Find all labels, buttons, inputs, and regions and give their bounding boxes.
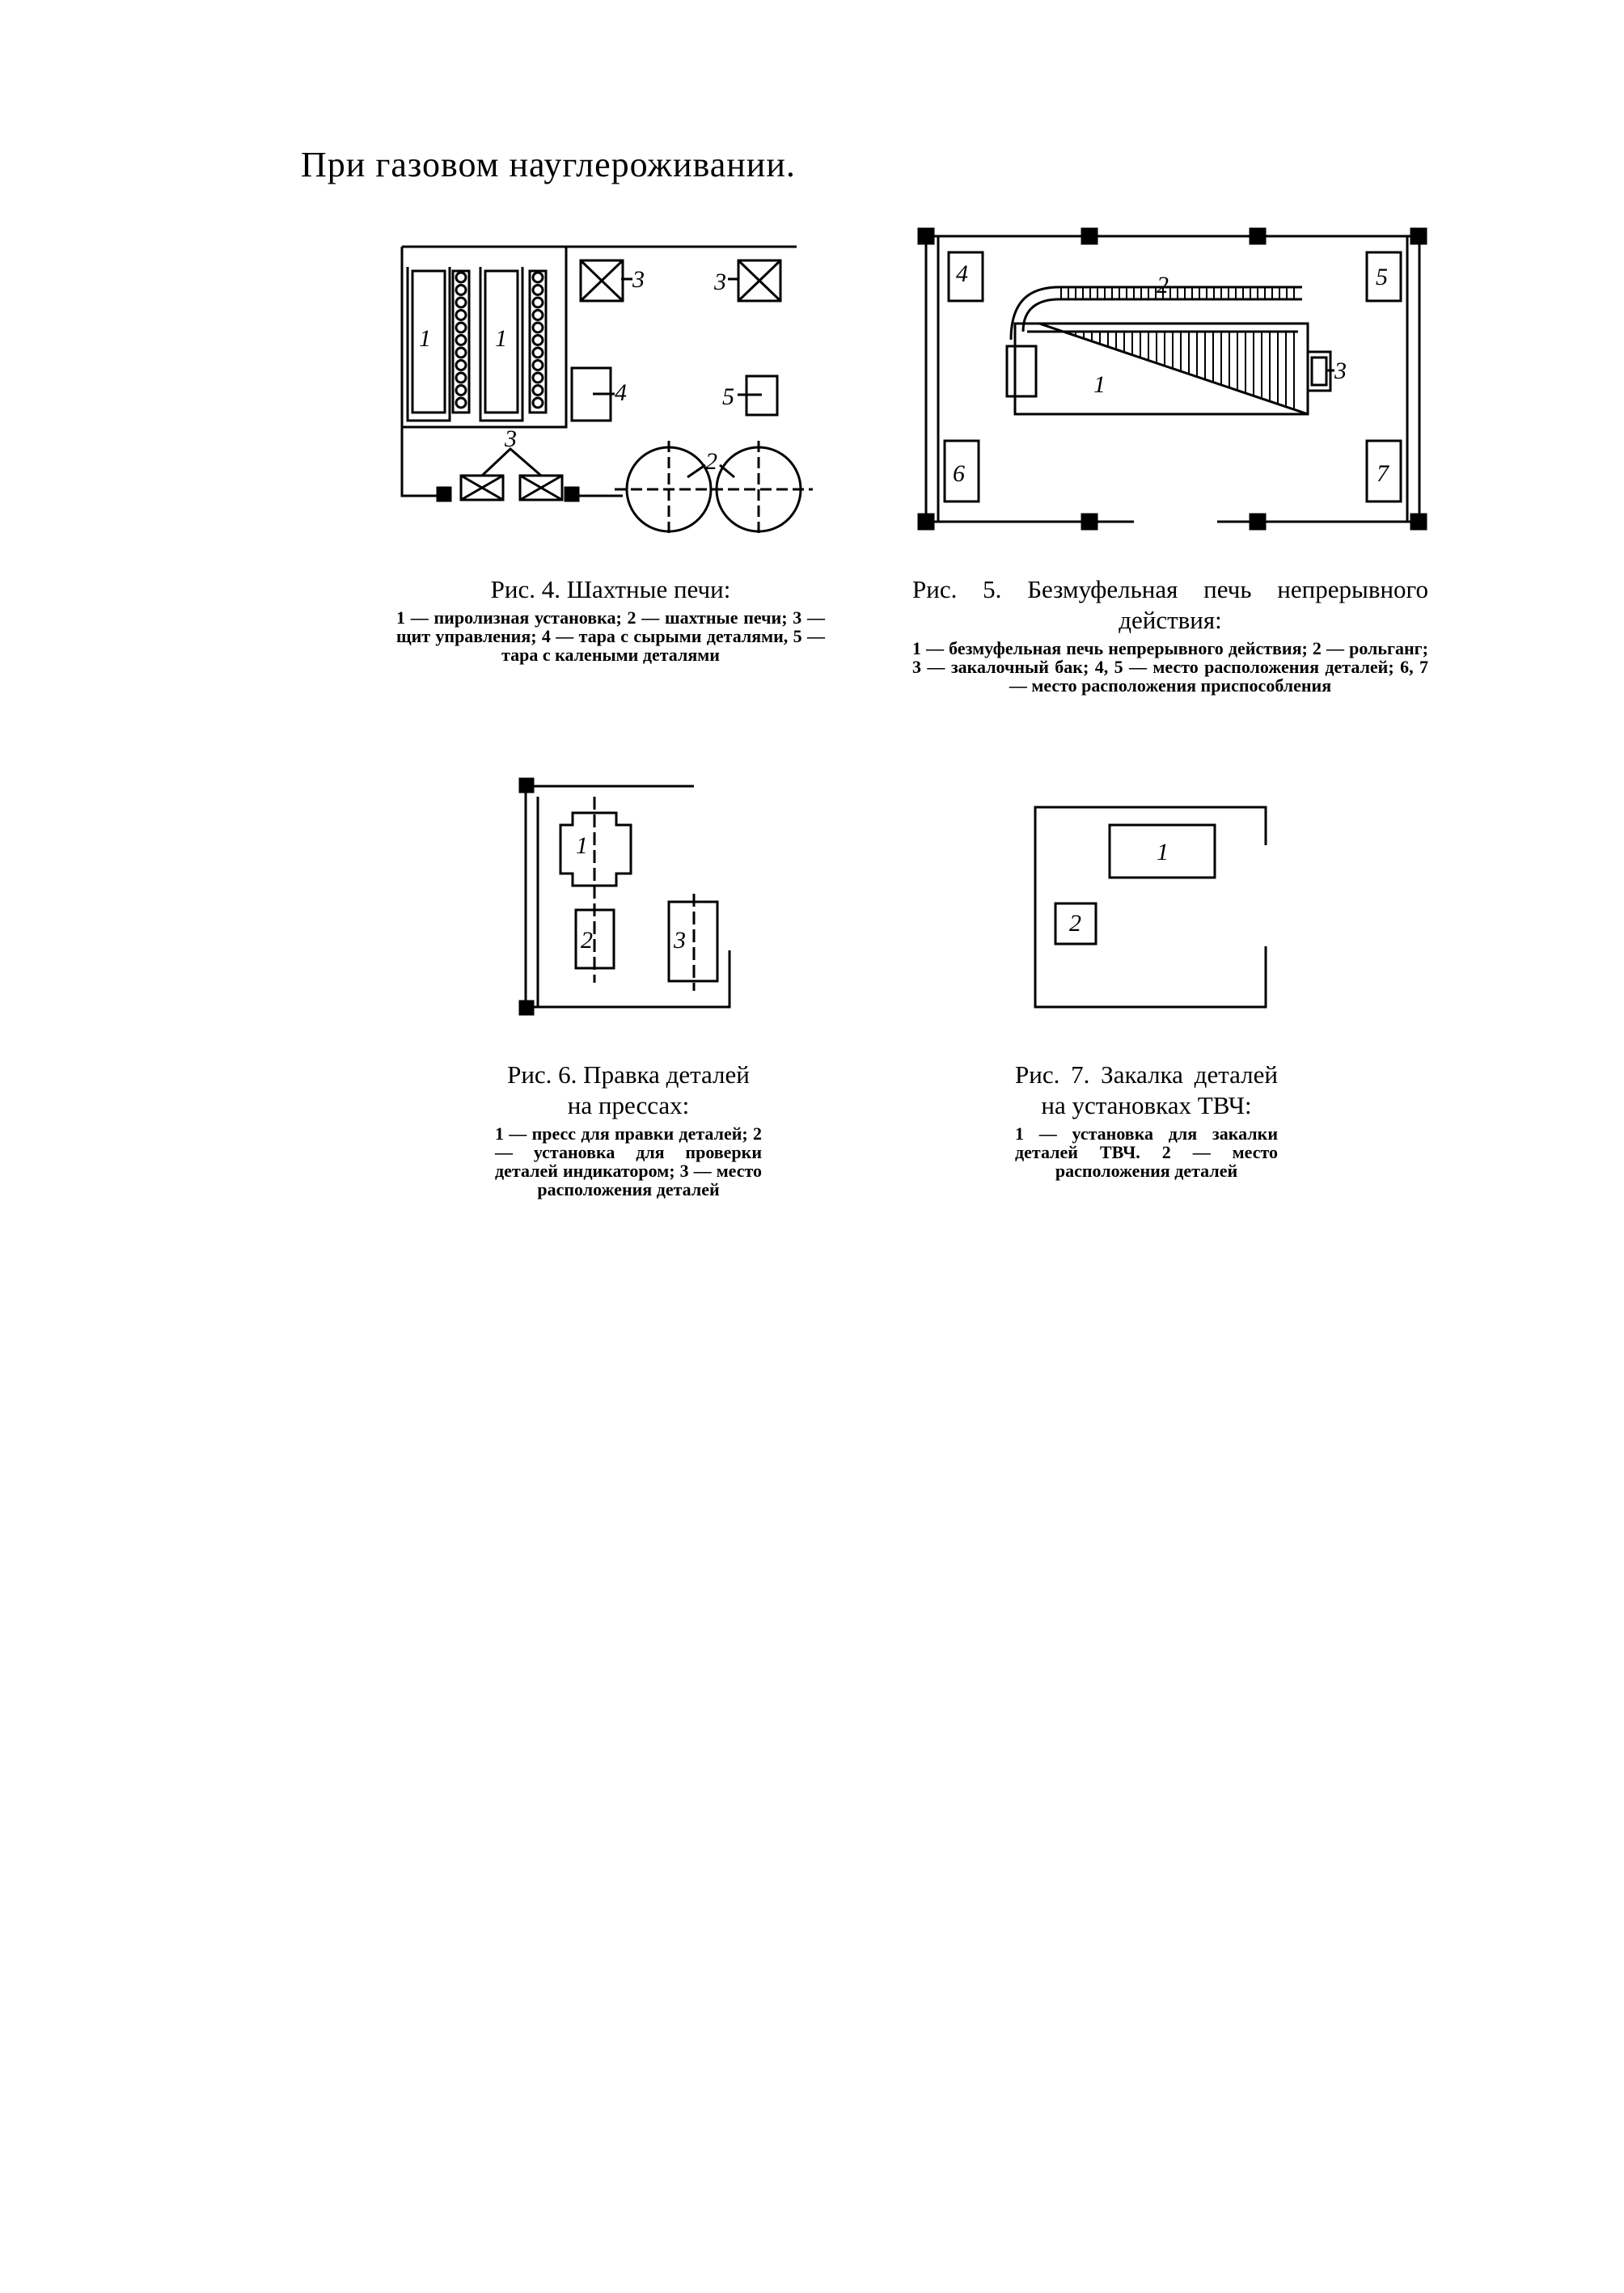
fig5-label-2: 2 [1157,272,1169,298]
fig7-label-2: 2 [1069,910,1081,937]
fig6-label-3: 3 [674,927,686,954]
fig4-roller [456,273,466,282]
page-heading: При газовом науглероживании. [301,145,796,184]
fig4-roller [533,361,543,370]
fig5-label-3: 3 [1334,357,1347,384]
fig4-roller [533,348,543,357]
fig4-roller [533,323,543,332]
fig4-roller [456,298,466,307]
figure-4-title: Рис. 4. Шахтные печи: [490,575,731,603]
fig5-label-4: 4 [956,260,968,287]
fig4-roller [456,286,466,295]
figure-5-legend: 1 — безмуфельная печь непрерывного действия; 2 — рольганг; 3 — закалочный бак; 4, 5 — место расположения деталей; 6, 7 — место расположения приспособления [912,638,1428,696]
fig4-roller [533,273,543,282]
fig4-roller [456,323,466,332]
fig4-roller [456,336,466,345]
figure-6-caption [495,1060,762,1199]
fig6-label-2: 2 [581,927,593,954]
figure-7-legend: 1 — установка для закалки деталей ТВЧ. 2 — место расположения деталей [1015,1123,1278,1181]
fig4-roller [533,298,543,307]
figure-4-legend: 1 — пиролизная установка; 2 — шахтные печи; 3 — щит управления; 4 — тара с сырыми деталями, 5 — тара с калеными деталями [396,607,825,665]
fig4-roller [456,361,466,370]
fig4-roller [533,336,543,345]
figure-7-caption [1015,1060,1278,1180]
fig6-label-1: 1 [576,832,588,859]
figure-6-legend: 1 — пресс для правки деталей; 2 — установка для проверки деталей индикатором; 3 — место расположения деталей [495,1123,762,1199]
fig4-roller [533,386,543,396]
fig4-label-1a: 1 [419,325,431,352]
fig7-label-1: 1 [1157,839,1169,865]
fig5-label-1: 1 [1093,371,1106,398]
fig4-label-1b: 1 [495,325,507,352]
fig4-roller [533,398,543,408]
fig5-label-6: 6 [953,460,965,487]
fig4-roller [456,398,466,408]
fig4-roller [533,286,543,295]
fig4-label-5: 5 [722,383,734,410]
figure-5-caption [912,574,1428,695]
fig4-roller [533,311,543,320]
fig4-roller [456,373,466,383]
fig4-roller [456,348,466,357]
fig4-roller [533,373,543,383]
figure-4-caption [396,574,825,664]
fig4-column-left [438,488,450,501]
fig4-roller [456,386,466,396]
fig4-roller [456,311,466,320]
fig4-label-3b: 3 [714,269,726,295]
fig4-label-2: 2 [705,448,717,475]
fig5-label-7: 7 [1377,460,1389,487]
fig4-label-3a: 3 [632,266,645,293]
fig4-label-4: 4 [615,379,627,406]
figure-5-title: Рис. 5. Безмуфельная печь непрерывного действия: [912,575,1428,634]
figure-6-title: Рис. 6. Правка деталей на прессах: [507,1060,750,1119]
figure-7-title: Рис. 7. Закалка деталей на установках ТВЧ: [1015,1060,1278,1119]
fig4-label-3c: 3 [505,425,517,452]
fig4-column-right [565,488,578,501]
fig5-label-5: 5 [1376,264,1388,290]
